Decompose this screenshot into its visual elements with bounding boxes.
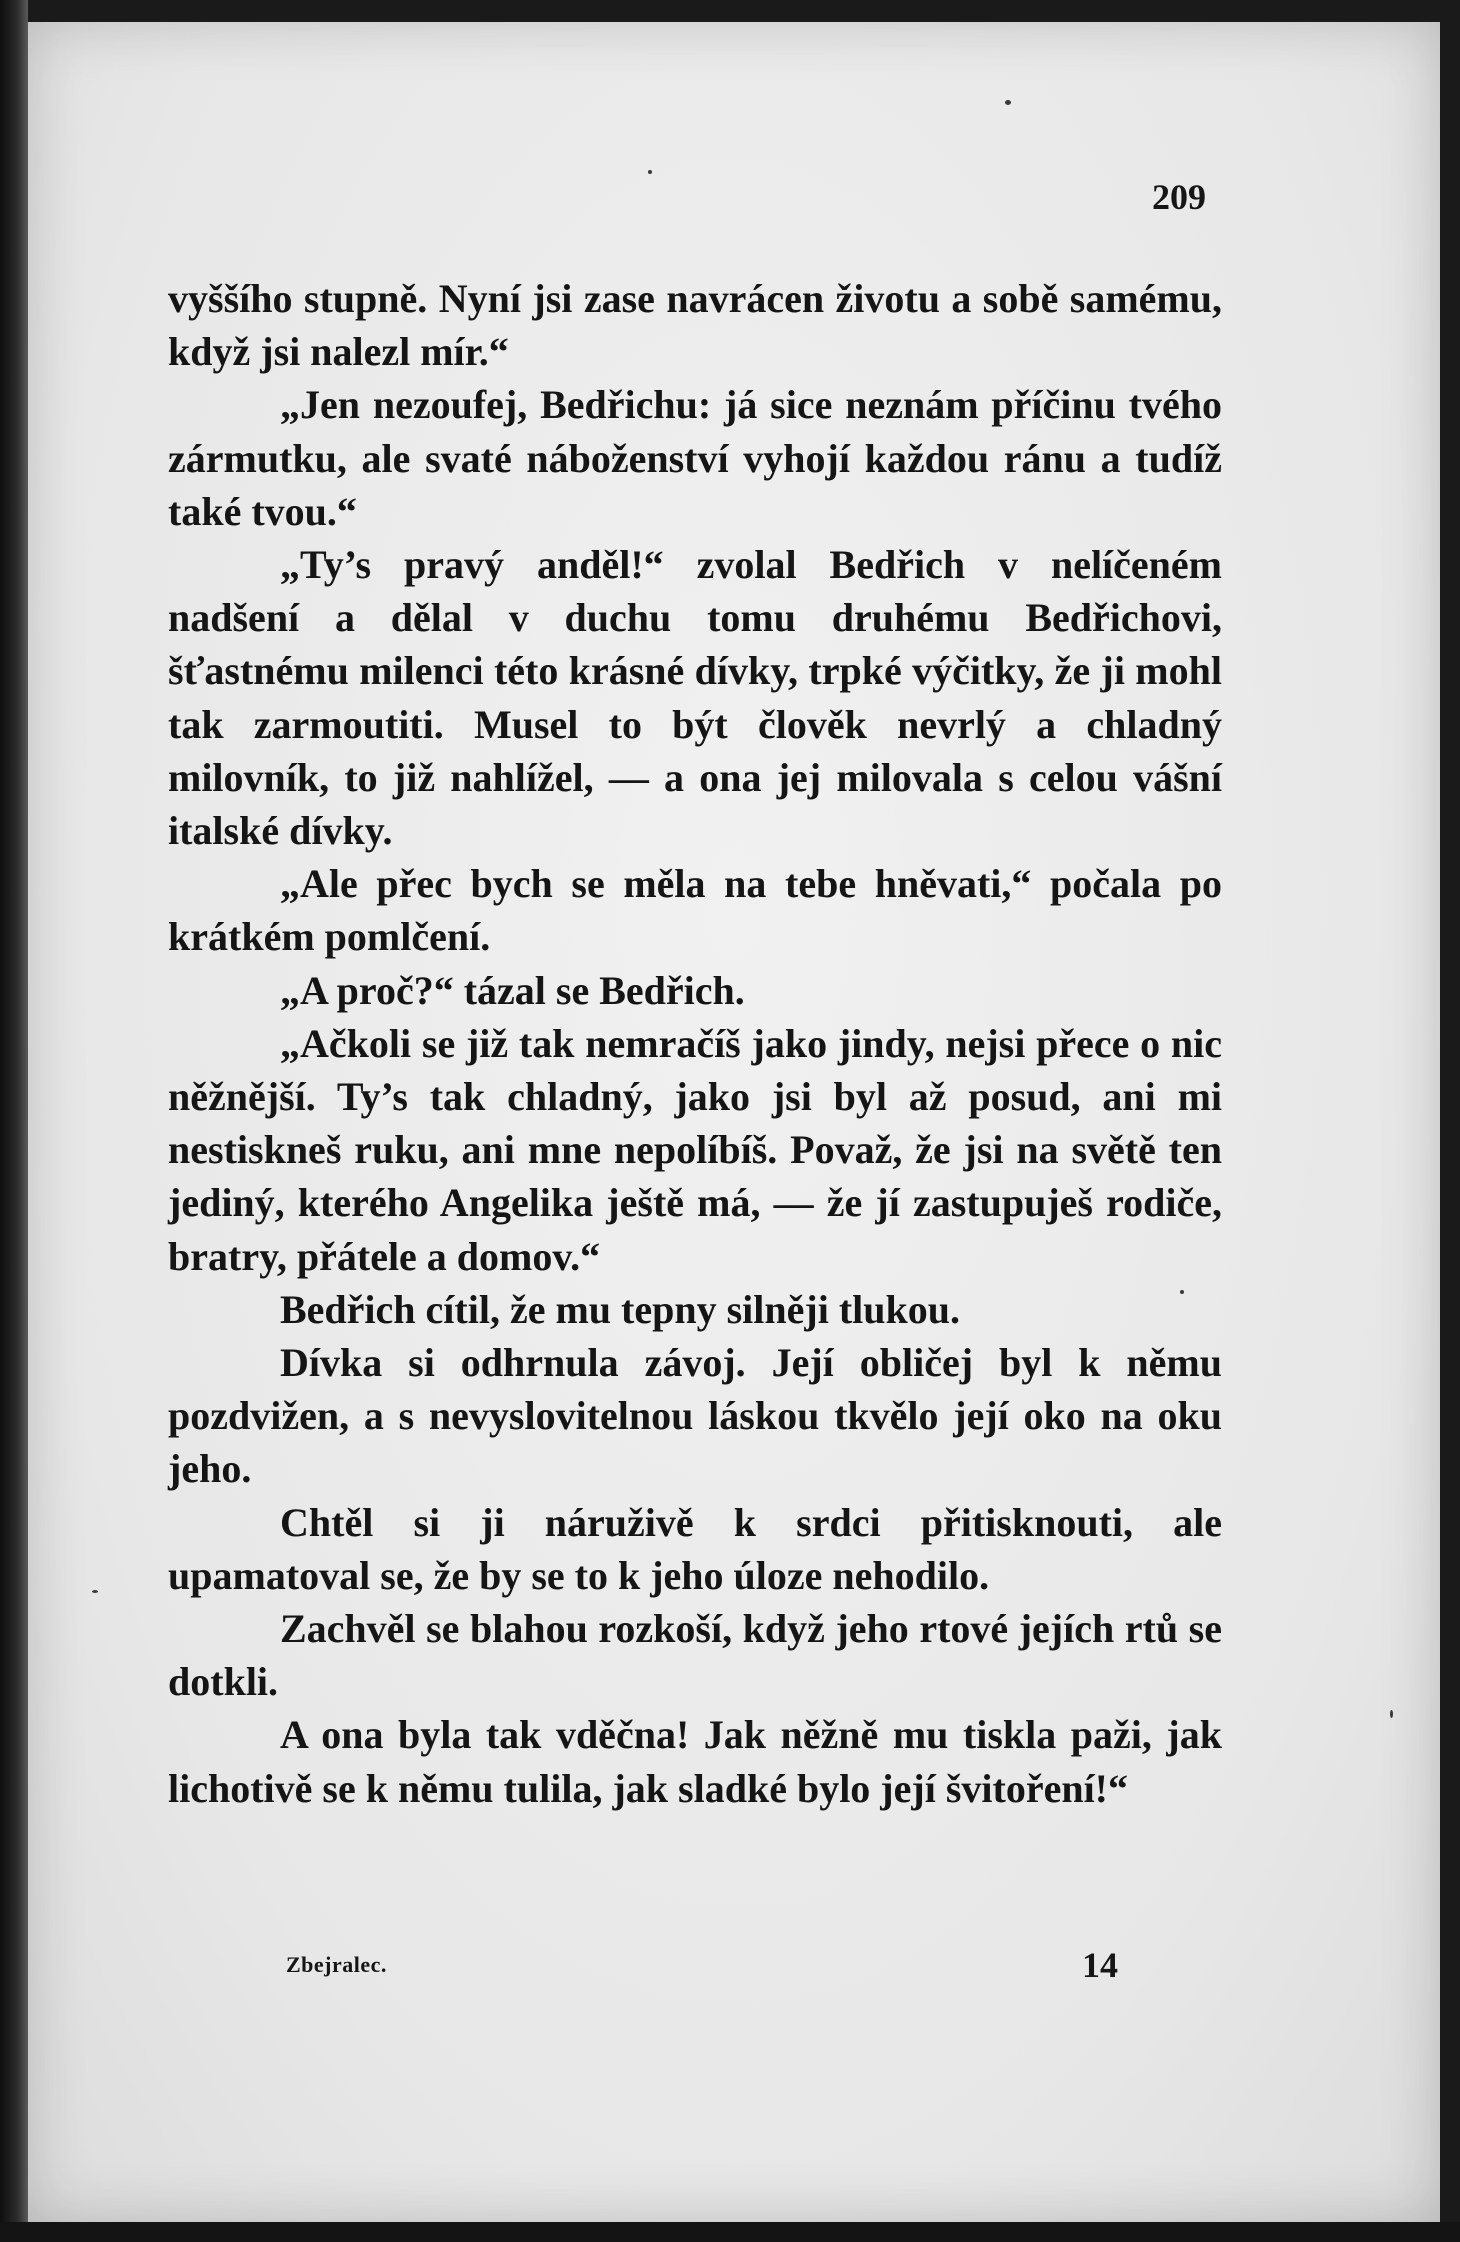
page-number: 209 xyxy=(1152,177,1206,217)
page-footer xyxy=(286,1944,1126,1984)
paragraph: Dívka si odhrnula závoj. Její obličej byl k němu pozdvižen, a s nevyslovitelnou láskou tkvělo její oko na oku jeho. xyxy=(168,1340,1222,1492)
scan-speck xyxy=(1005,100,1011,105)
paragraph: Chtěl si ji náruživě k srdci přitisknouti, ale upamatoval se, že by se to k jeho úloze nehodilo. xyxy=(168,1499,1222,1598)
scan-speck xyxy=(1390,1710,1393,1718)
scan-speck xyxy=(92,1590,98,1593)
paragraph: A ona byla tak vděčna! Jak něžně mu tiskla paži, jak lichotivě se k němu tulila, jak sladké bylo její švitoření!“ xyxy=(168,1712,1222,1811)
scan-bottom-edge xyxy=(0,2222,1460,2242)
paragraph: „A proč?“ tázal se Bedřich. xyxy=(280,967,745,1013)
paragraph: „Ale přec bych se měla na tebe hněvati,“ počala po krátkém pomlčení. xyxy=(168,861,1222,960)
paragraph: „Jen nezoufej, Bedřichu: já sice neznám příčinu tvého zármutku, ale svaté náboženství vyhojí každou ránu a tudíž také tvou.“ xyxy=(168,382,1222,534)
scan-left-edge xyxy=(0,0,28,2242)
paragraph: Zachvěl se blahou rozkoší, když jeho rtové jejích rtů se dotkli. xyxy=(168,1606,1222,1705)
paragraph: Bedřich cítil, že mu tepny silněji tlukou. xyxy=(280,1286,960,1332)
paragraph: vyššího stupně. Nyní jsi zase navrácen životu a sobě samému, když jsi nalezl mír.“ xyxy=(168,276,1222,375)
printer-signature: Zbejralec. xyxy=(286,1952,387,1977)
paragraph: „Ty’s pravý anděl!“ zvolal Bedřich v nelíčeném nadšení a dělal v duchu tomu druhému Bedřichovi, šťastnému milenci této krásné dívky, trpké výčitky, že ji mohl tak zarmoutiti. Musel to být člověk nevrlý a chladný milovník, to již nahlížel, — a ona jej milovala s celou vášní italské dívky. xyxy=(168,542,1222,854)
body-text xyxy=(168,272,1222,1815)
sheet-number: 14 xyxy=(1082,1945,1118,1985)
paragraph: „Ačkoli se již tak nemračíš jako jindy, nejsi přece o nic něžnější. Ty’s tak chladný, jako jsi byl až posud, ani mi nestiskneš ruku, ani mne nepolíbíš. Považ, že jsi na světě ten jediný, kterého Angelika ještě má, — že jí zastupuješ rodiče, bratry, přátele a domov.“ xyxy=(168,1020,1222,1279)
scan-speck xyxy=(648,170,652,174)
